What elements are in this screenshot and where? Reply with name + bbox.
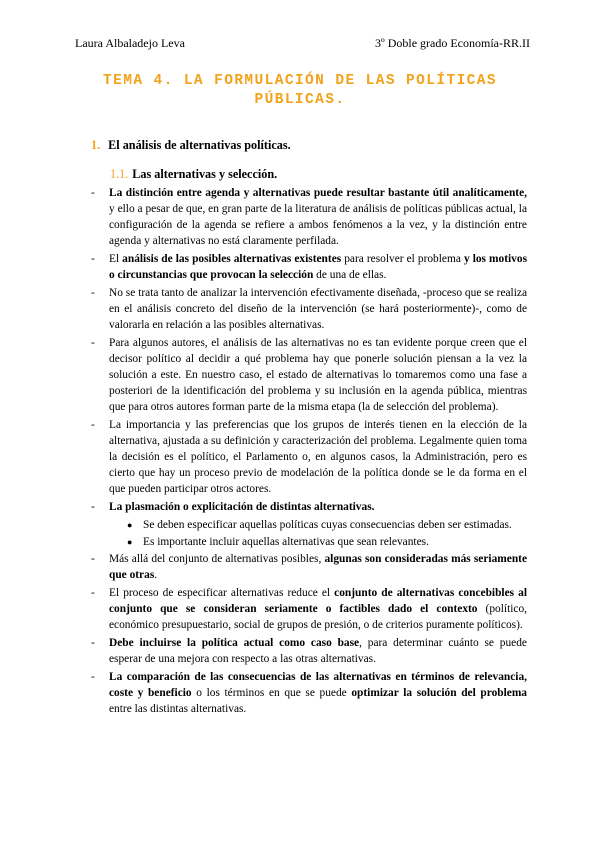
list-item: - Debe incluirse la política actual como caso base, para determinar cuánto se puede esperar de una mejora con respecto a las otras alternativas. <box>91 637 527 665</box>
title-line-1: TEMA 4. LA FORMULACIÓN DE LAS POLÍTICAS <box>103 73 497 89</box>
subsection-heading-1-1 <box>110 167 277 182</box>
list-item: - La comparación de las consecuencias de las alternativas en términos de relevancia, coste y beneficio o los términos en que se puede optimizar la solución del problema entre las distintas alternativas. <box>91 671 528 715</box>
section-title: El análisis de alternativas políticas. <box>108 138 291 152</box>
sub-list-item: ● Se deben especificar aquellas políticas cuyas consecuencias deben ser estimadas. <box>127 519 512 531</box>
list-item: - Para algunos autores, el análisis de las alternativas no es tan evidente porque creen que el decisor político al decidir a qué problema hay que ponerle solución piensan a la vez la solución a este. En nuestro caso, el estado de alternativas lo tomaremos como una fase a posteriori de la identificación del problema y su inclusión en la agenda pública, mientras que para otros autores forman parte de la misma etapa (la de selección del problema). <box>91 337 527 413</box>
list-item: - La distinción entre agenda y alternativas puede resultar bastante útil analíticamente, y ello a pesar de que, en gran parte de la literatura de análisis de políticas públicas actual, la configuración de la agenda se refiere a ambos fenómenos a la vez, y la distinción entre agenda y alternativas no está claramente perfilada. <box>91 187 527 247</box>
section-heading-1 <box>91 138 291 153</box>
bullet-list <box>0 185 600 719</box>
page-title <box>60 72 540 110</box>
subsection-number: 1.1. <box>110 167 129 181</box>
sub-list-item: ● Es importante incluir aquellas alternativas que sean relevantes. <box>127 536 429 548</box>
list-item: - El proceso de especificar alternativas reduce el conjunto de alternativas concebibles al conjunto que se consideran seriamente o factibles dado el contexto (político, económico presupuestario, social de grupos de presión, o de criterios puramente políticos). <box>91 587 527 631</box>
header-course: 3º Doble grado Economía-RR.II <box>374 36 530 50</box>
list-item: - La plasmación o explicitación de distintas alternativas. <box>91 501 375 513</box>
title-line-2: PÚBLICAS. <box>254 92 346 108</box>
section-number: 1. <box>91 138 101 152</box>
list-item: - No se trata tanto de analizar la intervención efectivamente diseñada, -proceso que se realiza en el análisis concreto del diseño de la intervención (se hará posteriormente)-, como de valorarla en relación a las posibles alternativas. <box>91 287 527 331</box>
list-item: - El análisis de las posibles alternativas existentes para resolver el problema y los motivos o circunstancias que provocan la selección de una de ellas. <box>91 253 527 281</box>
subsection-title: Las alternativas y selección. <box>132 167 278 181</box>
list-item: - La importancia y las preferencias que los grupos de interés tienen en la elección de la alternativa, ajustada a su definición y caracterización del problema. Legalmente quien toma la decisión es el político, el Parlamento o, en algunos casos, la Administración, pero es cierto que hay un proceso previo de modelación de la política donde se le da forma en el que pueden participar otros actores. <box>91 419 527 495</box>
list-item: - Más allá del conjunto de alternativas posibles, algunas son consideradas más seriamente que otras. <box>91 553 528 581</box>
header-author: Laura Albaladejo Leva <box>75 36 185 50</box>
